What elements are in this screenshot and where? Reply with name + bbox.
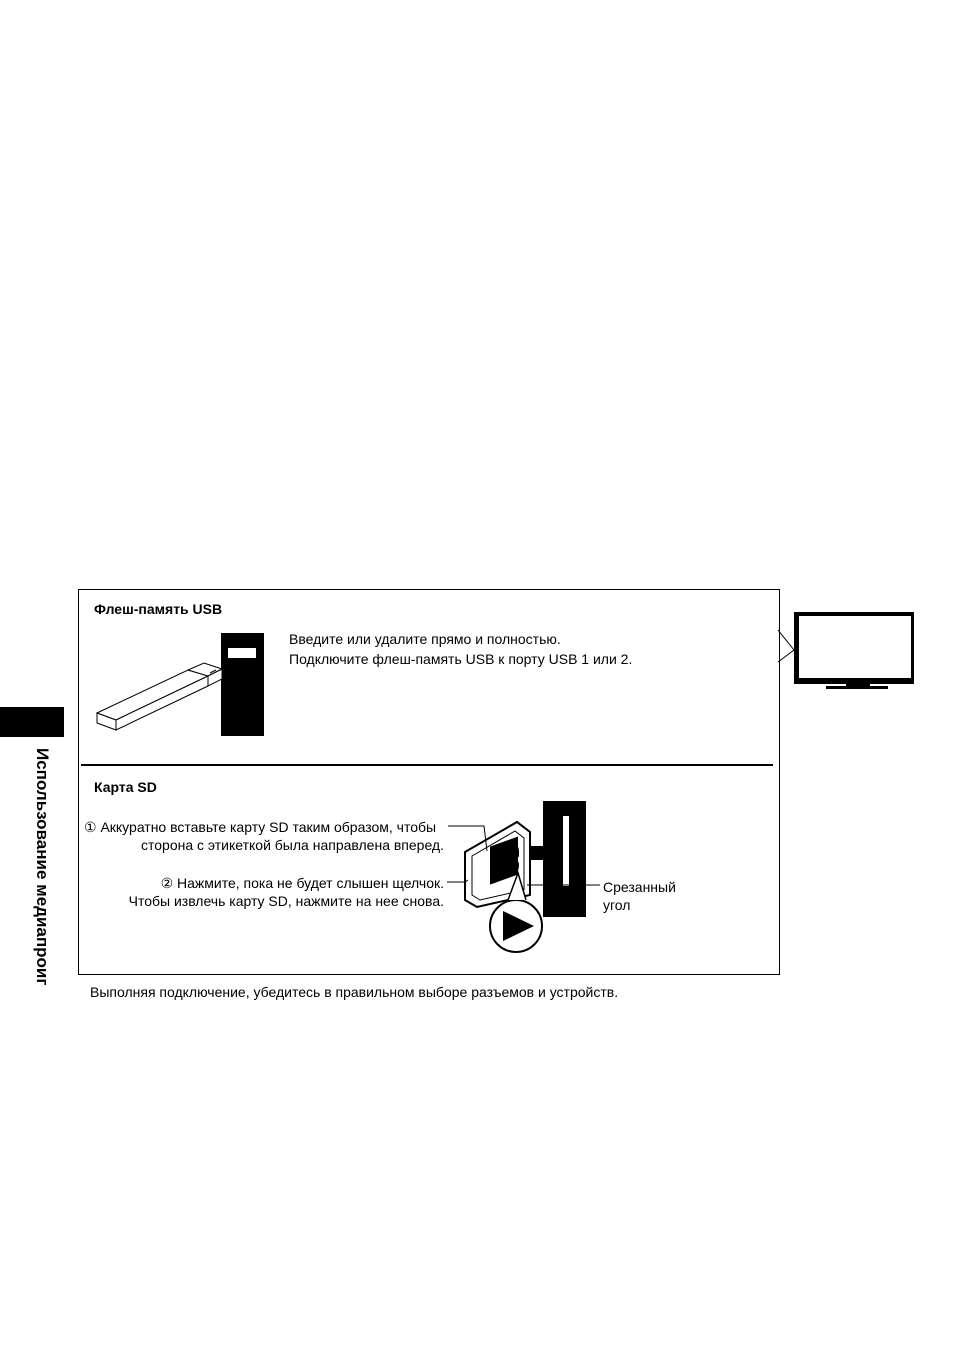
sd-step2-line-2: Чтобы извлечь карту SD, нажмите на нее снова. [128, 893, 444, 909]
sd-section-heading: Карта SD [94, 779, 157, 795]
usb-flash-drive-icon [97, 663, 222, 730]
sd-step1-line-1: ① Аккуратно вставьте карту SD таким образом, чтобы [84, 819, 437, 835]
usb-port-slot [221, 633, 264, 736]
sd-card-letters: SD [499, 842, 524, 873]
connection-note: Выполняя подключение, убедитесь в правильном выборе разъемов и устройств. [90, 984, 619, 1000]
sd-step2-line-1: ② Нажмите, пока не будет слышен щелчок. [160, 875, 444, 891]
side-tab-label: Использование медиапроиг [33, 748, 52, 986]
usb-section-heading: Флеш-память USB [94, 601, 223, 617]
usb-instruction-line-2: Подключите флеш-память USB к порту USB 1 или 2. [289, 651, 633, 667]
callout-pointer [778, 630, 794, 662]
cut-corner-label-line-2: угол [603, 897, 631, 913]
cut-corner-label-line-1: Срезанный [603, 879, 676, 895]
tv-icon [794, 612, 914, 689]
sd-step1-line-2: сторона с этикеткой была направлена вперед. [141, 837, 444, 853]
usb-instruction-line-1: Введите или удалите прямо и полностью. [289, 631, 561, 647]
